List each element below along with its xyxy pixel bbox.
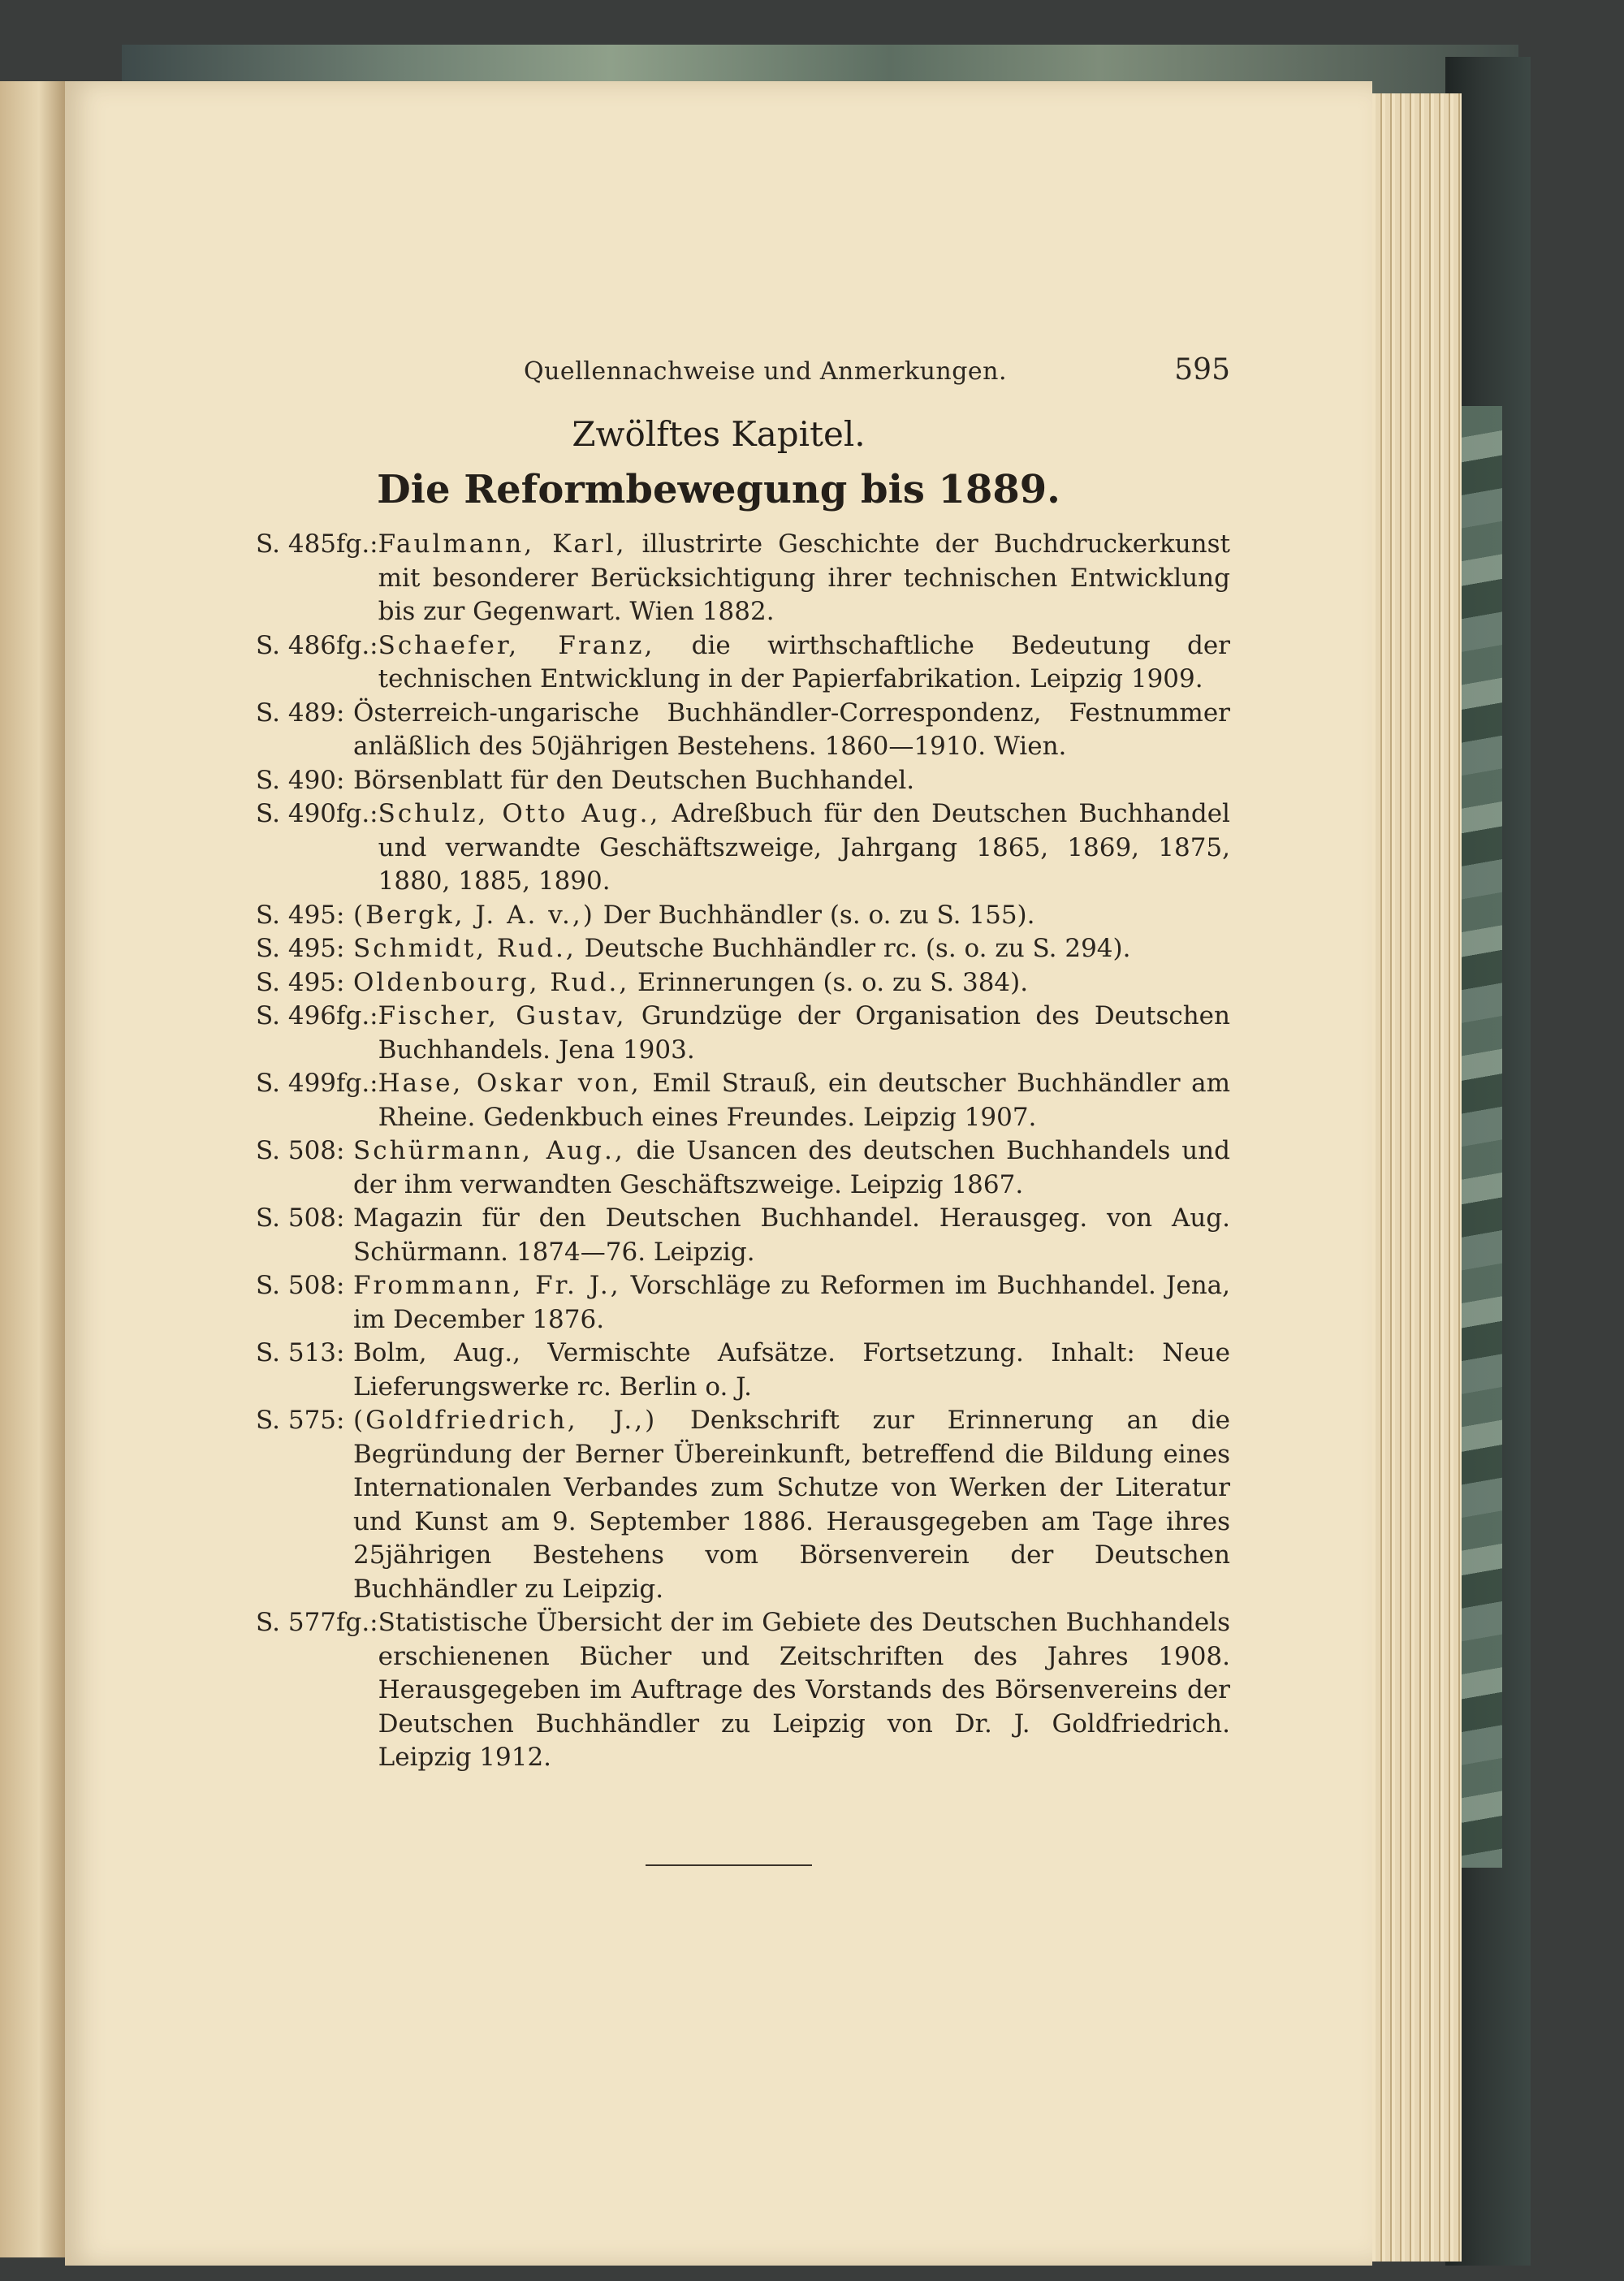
reference-entry (256, 528, 1230, 629)
end-rule (646, 1864, 812, 1866)
facing-page-edge (0, 81, 65, 2257)
reference-entry (256, 629, 1230, 697)
running-title: Quellennachweise und Anmerkungen. (524, 357, 1008, 386)
reference-entry (256, 1202, 1230, 1269)
reference-author: Frommann, Fr. J., (353, 1271, 621, 1300)
reference-location: S. 490fg.: (256, 799, 378, 828)
reference-text: die wirthschaftliche Bedeutung der technischen Entwicklung in der Papierfabrikation. Leipzig 1909. (378, 630, 1231, 693)
reference-entry (256, 966, 1230, 1000)
reference-text: Der Buchhändler (s. o. zu S. 155). (603, 900, 1035, 930)
reference-text: Statistische Übersicht der im Gebiete des Deutschen Buchhandels erschienenen Bücher und Zeitschriften des Jahres 1908. Herausgegeben im Auftrage des Vorstands des Börsenvereins der Deutschen Buchhändler zu Leipzig von Dr. J. Goldfriedrich. Leipzig 1912. (378, 1608, 1230, 1772)
reference-author: Schmidt, Rud., (353, 934, 577, 963)
page-number: 595 (1174, 353, 1230, 387)
reference-author: (Goldfriedrich, J.,) (353, 1406, 658, 1435)
book-page (65, 81, 1372, 2266)
reference-location: S. 508: (256, 1203, 345, 1233)
reference-author: Fischer, Gustav, (378, 1001, 627, 1030)
reference-location: S. 575: (256, 1406, 345, 1435)
reference-text: illustrirte Geschichte der Buchdruckerkunst mit besonderer Berücksichtigung ihrer technischen Entwicklung bis zur Gegenwart. Wien 1882. (378, 529, 1230, 626)
running-header (524, 353, 1230, 402)
reference-text: Magazin für den Deutschen Buchhandel. Herausgeg. von Aug. Schürmann. 1874—76. Leipzig. (353, 1203, 1230, 1267)
chapter-title: Die Reformbewegung bis 1889. (377, 467, 1060, 512)
reference-location: S. 485fg.: (256, 529, 378, 559)
reference-entry (256, 932, 1230, 966)
reference-location: S. 577fg.: (256, 1608, 378, 1637)
chapter-number: Zwölftes Kapitel. (572, 414, 866, 454)
reference-location: S. 486fg.: (256, 630, 378, 660)
reference-text: Börsenblatt für den Deutschen Buchhandel. (353, 765, 915, 795)
reference-entry (256, 797, 1230, 899)
reference-entry (256, 1134, 1230, 1202)
reference-author: Schaefer, Franz, (378, 630, 655, 660)
reference-location: S. 496fg.: (256, 1001, 378, 1030)
reference-text: Adreßbuch für den Deutschen Buchhandel und verwandte Geschäftszweige, Jahrgang 1865, 1869, 1875, 1880, 1885, 1890. (378, 799, 1230, 896)
reference-author: (Bergk, J. A. v.,) (353, 900, 595, 930)
reference-text: Bolm, Aug., Vermischte Aufsätze. Fortsetzung. Inhalt: Neue Lieferungswerke rc. Berlin o. J. (353, 1338, 1230, 1402)
reference-text: Deutsche Buchhändler rc. (s. o. zu S. 294). (584, 934, 1131, 963)
reference-location: S. 508: (256, 1271, 345, 1300)
reference-text: Grundzüge der Organisation des Deutschen Buchhandels. Jena 1903. (378, 1001, 1230, 1065)
reference-entry (256, 697, 1230, 764)
reference-author: Faulmann, Karl, (378, 529, 627, 559)
reference-entry (256, 1337, 1230, 1404)
reference-entry (256, 764, 1230, 798)
reference-entry (256, 1269, 1230, 1337)
reference-author: Oldenbourg, Rud., (353, 967, 630, 997)
reference-location: S. 495: (256, 967, 345, 997)
reference-entry (256, 899, 1230, 933)
reference-text: Vorschläge zu Reformen im Buchhandel. Jena, im December 1876. (353, 1271, 1231, 1334)
reference-location: S. 490: (256, 765, 345, 795)
reference-text: die Usancen des deutschen Buchhandels und der ihm verwandten Geschäftszweige. Leipzig 1867. (353, 1136, 1230, 1199)
reference-text: Emil Strauß, ein deutscher Buchhändler am Rheine. Gedenkbuch eines Freundes. Leipzig 1907. (378, 1069, 1231, 1132)
reference-entry (256, 1067, 1230, 1134)
reference-list (256, 528, 1230, 1775)
reference-location: S. 508: (256, 1136, 345, 1165)
reference-text: Erinnerungen (s. o. zu S. 384). (637, 967, 1029, 997)
reference-entry (256, 1606, 1230, 1775)
reference-location: S. 495: (256, 934, 345, 963)
reference-location: S. 513: (256, 1338, 345, 1367)
reference-entry (256, 1404, 1230, 1606)
reference-author: Schürmann, Aug., (353, 1136, 625, 1165)
reference-text: Denkschrift zur Erinnerung an die Begründung der Berner Übereinkunft, betreffend die Bildung eines Internationalen Verbandes zum Schutze von Werken der Literatur und Kunst am 9. September 1886. Herausgegeben am Tage ihres 25jährigen Bestehens vom Börsenverein der Deutschen Buchhändler zu Leipzig. (353, 1406, 1230, 1604)
reference-text: Österreich-ungarische Buchhändler-Correspondenz, Festnummer anläßlich des 50jährigen Bestehens. 1860—1910. Wien. (353, 698, 1230, 761)
reference-entry (256, 1000, 1230, 1067)
reference-author: Hase, Oskar von, (378, 1069, 641, 1098)
reference-location: S. 495: (256, 900, 345, 930)
reference-author: Schulz, Otto Aug., (378, 799, 661, 828)
reference-location: S. 489: (256, 698, 345, 728)
reference-location: S. 499fg.: (256, 1069, 378, 1098)
